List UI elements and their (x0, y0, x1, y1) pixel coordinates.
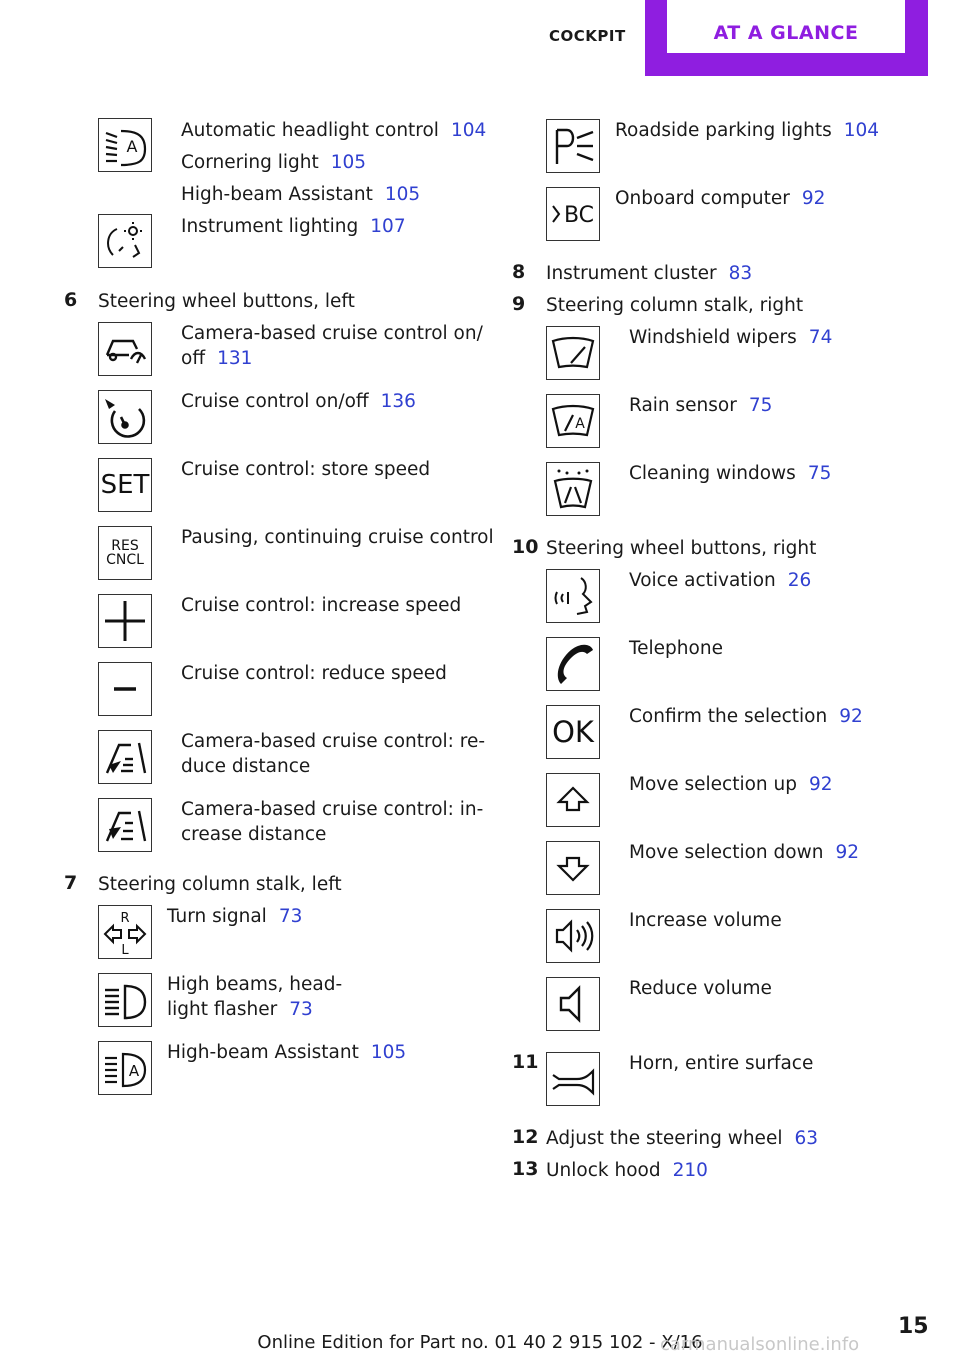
list-item: Pausing, continuing cruise control (181, 527, 494, 548)
page-link[interactable]: 136 (380, 391, 416, 412)
section-heading: Instrument cluster 83 (546, 263, 753, 284)
list-item-line1: Camera-based cruise control on/ (181, 323, 483, 344)
page-link[interactable]: 105 (370, 1042, 407, 1063)
voice-icon (546, 569, 600, 623)
phone-icon (546, 637, 600, 691)
page-link[interactable]: 73 (278, 906, 303, 927)
page-link[interactable]: 63 (794, 1128, 819, 1149)
page-link[interactable]: 104 (450, 120, 487, 141)
list-item: Telephone (629, 638, 723, 659)
section-heading: Steering wheel buttons, left (98, 291, 355, 312)
list-item: Cruise control: reduce speed (181, 663, 447, 684)
list-item: Turn signal 73 (167, 906, 303, 927)
chapter-tab-label: AT A GLANCE (667, 0, 905, 53)
section-label: COCKPIT (549, 27, 626, 45)
edition-footer: Online Edition for Part no. 01 40 2 915 102 - X/16 (257, 1332, 703, 1353)
list-item: Automatic headlight control 104 (181, 120, 487, 141)
list-item-line2: light flasher 73 (167, 999, 313, 1020)
list-item: Instrument lighting 107 (181, 216, 406, 237)
page-link[interactable]: 105 (384, 184, 421, 205)
reduce-distance-icon (98, 730, 152, 784)
section-heading: Steering column stalk, left (98, 874, 342, 895)
high-beam-assistant-icon (98, 1041, 152, 1095)
list-item: Confirm the selection 92 (629, 706, 863, 727)
item-number: 7 (64, 872, 78, 894)
item-number: 13 (512, 1158, 539, 1180)
increase-distance-icon (98, 798, 152, 852)
list-item: Cruise control on/off 136 (181, 391, 416, 412)
list-item-line2: duce distance (181, 756, 311, 777)
page-number: 15 (898, 1314, 929, 1339)
list-item: Windshield wipers 74 (629, 327, 833, 348)
item-number: 8 (512, 261, 526, 283)
horn-icon (546, 1052, 600, 1106)
item-number: 12 (512, 1126, 539, 1148)
cruise-onoff-icon (98, 390, 152, 444)
list-item: Onboard computer 92 (615, 188, 826, 209)
rain-sensor-icon (546, 394, 600, 448)
list-item-line1: Camera-based cruise control: re- (181, 731, 486, 752)
page-link[interactable]: 26 (787, 570, 812, 591)
page-link[interactable]: 92 (839, 706, 863, 727)
svg-text:A: A (126, 137, 138, 156)
volume-down-icon (546, 977, 600, 1031)
washer-icon (546, 462, 600, 516)
list-item: Cleaning windows 75 (629, 463, 832, 484)
arrow-up-icon (546, 773, 600, 827)
page-link[interactable]: 74 (808, 327, 833, 348)
list-item: Move selection up 92 (629, 774, 833, 795)
page-link[interactable]: 73 (289, 999, 313, 1020)
chapter-tab[interactable] (645, 0, 928, 76)
high-beam-icon (98, 973, 152, 1027)
onboard-computer-icon (546, 187, 600, 241)
page-link[interactable]: 92 (835, 842, 859, 863)
section-heading: Steering wheel buttons, right (546, 538, 817, 559)
list-item-line1: Camera-based cruise control: in- (181, 799, 484, 820)
section-heading: Adjust the steering wheel 63 (546, 1128, 819, 1149)
svg-text:A: A (128, 1062, 140, 1080)
camera-cruise-icon (98, 322, 152, 376)
automatic-headlight-icon (98, 118, 152, 172)
item-number: 10 (512, 536, 539, 558)
list-item: Voice activation 26 (629, 570, 812, 591)
item-number: 9 (512, 293, 526, 315)
list-item: Reduce volume (629, 978, 772, 999)
ok-icon: OK (546, 705, 600, 759)
page-link[interactable]: 105 (330, 152, 367, 173)
turn-signal-icon (98, 905, 152, 959)
volume-up-icon (546, 909, 600, 963)
set-icon: SET (98, 458, 152, 512)
list-item: Cruise control: increase speed (181, 595, 462, 616)
instrument-lighting-icon (98, 214, 152, 268)
section-heading: Unlock hood 210 (546, 1160, 708, 1181)
list-item: Increase volume (629, 910, 782, 931)
plus-icon (98, 594, 152, 648)
list-item: Roadside parking lights 104 (615, 120, 880, 141)
svg-text:R: R (120, 911, 130, 926)
page-link[interactable]: 83 (728, 263, 753, 284)
section-heading: Steering column stalk, right (546, 295, 804, 316)
watermark: carmanualsonline.info (660, 1334, 860, 1355)
page-link[interactable]: 75 (807, 463, 832, 484)
arrow-down-icon (546, 841, 600, 895)
list-item: High-beam Assistant 105 (181, 184, 421, 205)
wiper-icon (546, 326, 600, 380)
list-item: Cornering light 105 (181, 152, 367, 173)
svg-text:L: L (121, 943, 129, 958)
parking-lights-icon (546, 119, 600, 173)
page-link[interactable]: 92 (801, 188, 826, 209)
page-link[interactable]: 92 (809, 774, 833, 795)
page-link[interactable]: 131 (217, 348, 253, 369)
list-item: Horn, entire surface (629, 1053, 814, 1074)
list-item: Cruise control: store speed (181, 459, 431, 480)
list-item-line1: High beams, head- (167, 974, 343, 995)
list-item-line2: off 131 (181, 348, 253, 369)
svg-text:A: A (575, 416, 585, 432)
item-number: 11 (512, 1051, 539, 1073)
list-item: Rain sensor 75 (629, 395, 773, 416)
minus-icon (98, 662, 152, 716)
list-item: Move selection down 92 (629, 842, 859, 863)
item-number: 6 (64, 289, 78, 311)
svg-text:BC: BC (563, 203, 595, 228)
res-cncl-icon: RES CNCL (98, 526, 152, 580)
page-link[interactable]: 104 (843, 120, 880, 141)
page-link[interactable]: 75 (748, 395, 773, 416)
page-link[interactable]: 107 (370, 216, 406, 237)
page-link[interactable]: 210 (672, 1160, 708, 1181)
list-item: High-beam Assistant 105 (167, 1042, 407, 1063)
list-item-line2: crease distance (181, 824, 327, 845)
